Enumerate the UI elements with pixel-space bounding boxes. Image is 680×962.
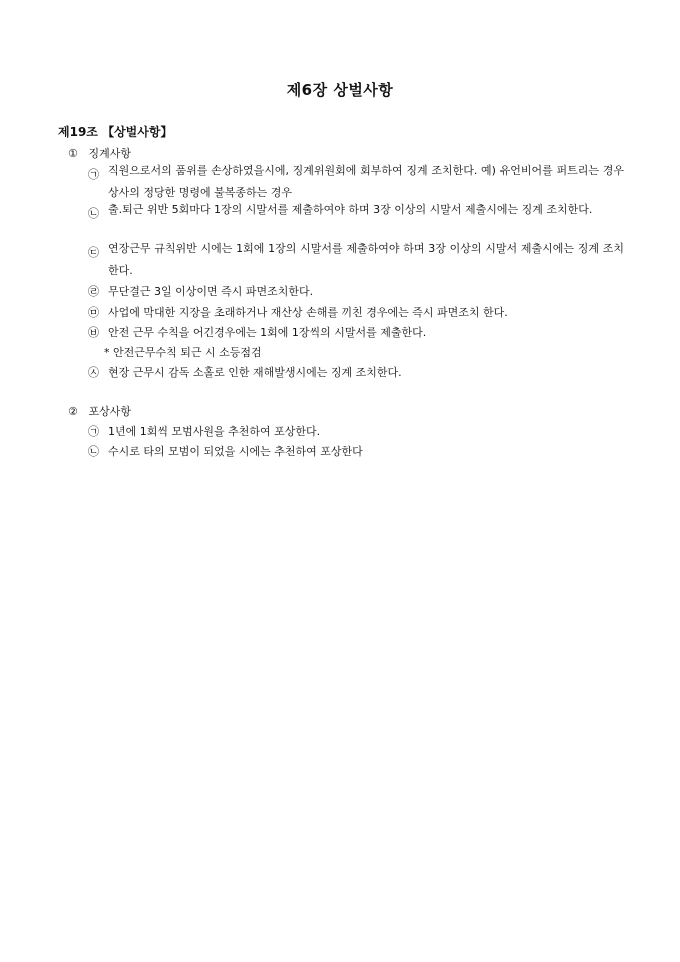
list-item-marker	[88, 366, 99, 380]
item-marker: ㉢	[88, 246, 99, 259]
item-marker: ㉣	[88, 285, 99, 298]
list-item: 안전 근무 수칙을 어긴경우에는 1회에 1장씩의 시말서를 제출한다.	[108, 326, 427, 339]
list-item-marker	[88, 425, 99, 439]
section-label: 포상사항	[88, 405, 132, 418]
item-marker: ㉡	[88, 445, 99, 458]
article-number: 제19조	[58, 125, 98, 139]
list-item: 직원으로서의 품위를 손상하였을시에, 징계위원회에 회부하여 징계 조치한다. 예) 유언비어를 퍼트리는 경우 상사의 정당한 명령에 불복종하는 경우	[108, 164, 624, 199]
section-label: 징계사항	[88, 147, 132, 160]
list-item-marker	[88, 246, 99, 260]
item-marker: ㉡	[88, 207, 99, 220]
list-item-marker	[88, 306, 99, 320]
item-marker: ㉦	[88, 366, 99, 379]
list-item: 1년에 1회씩 모범사원을 추천하여 포상한다.	[108, 425, 321, 438]
list-item-marker	[88, 285, 99, 299]
section-heading-reward	[68, 405, 131, 419]
list-item-marker	[88, 207, 99, 221]
chapter-title: 제6장 상벌사항	[286, 81, 394, 99]
list-item: 연장근무 규칙위반 시에는 1회에 1장의 시말서를 제출하여야 하며 3장 이상의 시말서 제출시에는 징계 조치한다.	[108, 242, 624, 277]
section-marker: ②	[68, 405, 78, 418]
article-heading	[58, 123, 172, 140]
section-marker: ①	[68, 147, 78, 160]
list-item-marker	[88, 168, 99, 182]
list-item-note: * 안전근무수칙 퇴근 시 소등점검	[104, 346, 262, 359]
article-title: 【상벌사항】	[102, 125, 173, 139]
item-marker: ㉥	[88, 326, 99, 339]
section-heading-discipline	[68, 147, 131, 161]
list-item-marker	[88, 445, 99, 459]
item-marker: ㉠	[88, 425, 99, 438]
item-marker: ㉤	[88, 306, 99, 319]
list-item: 수시로 타의 모범이 되었을 시에는 추천하여 포상한다	[108, 445, 363, 458]
list-item: 사업에 막대한 지장을 초래하거나 재산상 손해를 끼친 경우에는 즉시 파면조치 한다.	[108, 306, 508, 319]
item-marker: ㉠	[88, 168, 99, 181]
list-item: 출.퇴근 위반 5회마다 1장의 시말서를 제출하여야 하며 3장 이상의 시말서 제출시에는 징계 조치한다.	[108, 203, 593, 216]
list-item: 현장 근무시 감독 소홀로 인한 재해발생시에는 징계 조치한다.	[108, 366, 402, 379]
list-item: 무단결근 3일 이상이면 즉시 파면조치한다.	[108, 285, 314, 298]
list-item-marker	[88, 326, 99, 340]
